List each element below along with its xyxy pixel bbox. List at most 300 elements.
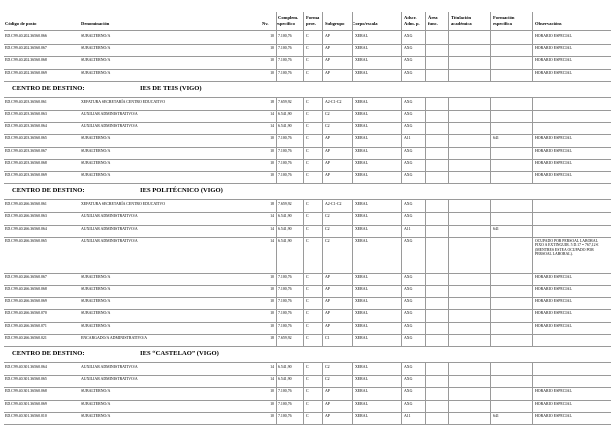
cell-observacions: HORARIO ESPECIAL xyxy=(535,70,572,75)
column-divider xyxy=(276,199,277,346)
cell-adscricion: AXG xyxy=(404,377,413,382)
row-divider xyxy=(4,69,611,70)
cell-adscricion: AXG xyxy=(404,274,413,279)
cell-corpo: XERAL xyxy=(355,34,368,38)
cell-forma: C xyxy=(306,136,309,141)
cell-denominacion: SUBALTERNO/A xyxy=(81,299,111,304)
row-divider xyxy=(4,400,611,401)
row-divider xyxy=(4,110,611,111)
cell-corpo: XERAL xyxy=(355,365,368,369)
column-divider xyxy=(401,362,402,424)
cell-adscricion: AXG xyxy=(404,214,413,219)
cell-denominacion: SUBALTERNO/A xyxy=(81,34,111,38)
cell-observacions: HORARIO ESPECIAL xyxy=(535,287,572,291)
cell-nivel: 14 xyxy=(270,124,274,129)
row-divider xyxy=(4,183,611,184)
header-formacion-2: específica xyxy=(493,21,512,26)
cell-subgrupo: AP xyxy=(325,70,330,75)
column-divider xyxy=(352,12,353,81)
cell-subgrupo: AP xyxy=(325,160,330,165)
cell-denominacion: SUBALTERNO/A xyxy=(81,58,111,63)
cell-nivel: 18 xyxy=(270,99,274,104)
cell-observacions: HORARIO ESPECIAL xyxy=(535,136,572,141)
cell-complemento: 6.541,90 xyxy=(278,238,292,243)
cell-corpo: XERAL xyxy=(355,238,368,243)
cell-forma: C xyxy=(306,34,309,38)
column-divider xyxy=(425,362,426,424)
cell-observacions: HORARIO ESPECIAL xyxy=(535,299,572,304)
cell-codigo: ED.C99.40.301.36560.068 xyxy=(5,389,47,394)
row-divider xyxy=(4,225,611,226)
cell-corpo: XERAL xyxy=(355,160,368,165)
cell-denominacion: SUBALTERNO/A xyxy=(81,46,111,51)
cell-codigo: ED.C99.40.203.36560.063 xyxy=(5,112,47,116)
cell-adscricion: AXG xyxy=(404,389,413,394)
cell-corpo: XERAL xyxy=(355,389,368,394)
cell-complemento: 7.100,76 xyxy=(278,287,292,291)
column-divider xyxy=(532,12,533,81)
cell-corpo: XERAL xyxy=(355,148,368,153)
cell-forma: C xyxy=(306,112,309,116)
row-divider xyxy=(4,237,611,238)
cell-corpo: XERAL xyxy=(355,58,368,63)
cell-formacion: 641 xyxy=(493,226,499,231)
cell-forma: C xyxy=(306,226,309,231)
cell-nivel: 10 xyxy=(270,389,274,394)
cell-complemento: 7.100,76 xyxy=(278,70,292,75)
row-divider xyxy=(4,56,611,57)
cell-forma: C xyxy=(306,46,309,51)
cell-denominacion: SUBALTERNO/A xyxy=(81,148,111,153)
column-divider xyxy=(448,12,449,81)
cell-corpo: XERAL xyxy=(355,377,368,382)
cell-subgrupo: AP xyxy=(325,401,330,406)
column-divider xyxy=(352,362,353,424)
header-adscricion-1: Adscr. xyxy=(404,15,417,20)
column-divider xyxy=(276,12,277,81)
cell-denominacion: AUXILIAR ADMINISTRATIVO/A xyxy=(81,238,138,243)
cell-forma: C xyxy=(306,413,309,418)
cell-forma: C xyxy=(306,401,309,406)
cell-subgrupo: AP xyxy=(325,46,330,51)
cell-complemento: 7.100,76 xyxy=(278,323,292,328)
cell-codigo: ED.C99.40.203.36560.065 xyxy=(5,136,47,141)
column-divider xyxy=(425,12,426,81)
cell-subgrupo: C2 xyxy=(325,112,330,116)
cell-nivel: 10 xyxy=(270,173,274,177)
cell-denominacion: AUXILIAR ADMINISTRATIVO/A xyxy=(81,124,138,129)
cell-corpo: XERAL xyxy=(355,287,368,291)
column-divider xyxy=(322,199,323,346)
cell-forma: C xyxy=(306,124,309,129)
cell-nivel: 14 xyxy=(270,112,274,116)
row-divider xyxy=(4,346,611,347)
row-divider xyxy=(4,81,611,82)
cell-forma: C xyxy=(306,323,309,328)
cell-forma: C xyxy=(306,335,309,340)
cell-corpo: XERAL xyxy=(355,323,368,328)
cell-nivel: 14 xyxy=(270,377,274,382)
cell-nivel: 10 xyxy=(270,46,274,51)
cell-denominacion: SUBALTERNO/A xyxy=(81,173,111,177)
row-divider xyxy=(4,285,611,286)
cell-codigo: ED.C99.40.266.36560.068 xyxy=(5,287,47,291)
cell-forma: C xyxy=(306,311,309,316)
cell-observacions: HORARIO ESPECIAL xyxy=(535,311,572,316)
cell-corpo: XERAL xyxy=(355,299,368,304)
cell-complemento: 7.659,92 xyxy=(278,202,292,207)
cell-observacions: HORARIO ESPECIAL xyxy=(535,389,572,394)
cell-nivel: 10 xyxy=(270,160,274,165)
cell-subgrupo: C2 xyxy=(325,124,330,129)
section-header-name: IES “CASTELAO” (VIGO) xyxy=(140,350,219,357)
cell-adscricion: A11 xyxy=(404,136,411,141)
cell-complemento: 6.541,90 xyxy=(278,226,292,231)
cell-adscricion: AXG xyxy=(404,173,413,177)
column-divider xyxy=(352,199,353,346)
cell-codigo: ED.C99.40.203.36560.061 xyxy=(5,99,47,104)
cell-subgrupo: A2-C1-C2 xyxy=(325,202,342,207)
cell-forma: C xyxy=(306,148,309,153)
cell-complemento: 6.541,90 xyxy=(278,377,292,382)
cell-denominacion: XEFATURA SECRETARÍA CENTRO EDUCATIVO xyxy=(81,99,166,104)
column-divider xyxy=(303,362,304,424)
header-subgrupo: Subgrupo xyxy=(325,21,345,26)
section-divider xyxy=(4,97,611,98)
header-corpo: Corpo/escala xyxy=(352,21,378,26)
cell-codigo: ED.C99.40.203.36560.069 xyxy=(5,173,47,177)
cell-subgrupo: AP xyxy=(325,148,330,153)
cell-codigo: ED.C99.40.301.36560.065 xyxy=(5,377,47,382)
cell-subgrupo: AP xyxy=(325,311,330,316)
column-divider xyxy=(425,97,426,183)
column-divider xyxy=(401,199,402,346)
column-divider xyxy=(490,97,491,183)
cell-subgrupo: C2 xyxy=(325,214,330,219)
cell-adscricion: A11 xyxy=(404,413,411,418)
cell-denominacion: SUBALTERNO/A xyxy=(81,274,111,279)
cell-complemento: 7.100,76 xyxy=(278,401,292,406)
row-divider xyxy=(4,44,611,45)
cell-nivel: 10 xyxy=(270,323,274,328)
header-titulacion-1: Titulación xyxy=(451,15,472,20)
cell-codigo: ED.C99.40.202.36560.068 xyxy=(5,58,47,63)
column-divider xyxy=(322,362,323,424)
cell-corpo: XERAL xyxy=(355,136,368,141)
cell-adscricion: AXG xyxy=(404,299,413,304)
cell-nivel: 10 xyxy=(270,311,274,316)
cell-codigo: ED.C99.40.301.36560.069 xyxy=(5,401,47,406)
section-header-name: IES DE TEIS (VIGO) xyxy=(140,84,202,92)
cell-forma: C xyxy=(306,160,309,165)
row-divider xyxy=(4,424,611,425)
cell-denominacion: AUXILIAR ADMINISTRATIVO/A xyxy=(81,377,138,382)
row-divider xyxy=(4,122,611,123)
cell-forma: C xyxy=(306,287,309,291)
cell-codigo: ED.C99.40.266.36560.070 xyxy=(5,311,47,316)
cell-observacions: HORARIO ESPECIAL xyxy=(535,274,572,279)
header-codigo: Código de posto xyxy=(5,21,37,26)
cell-adscricion: AXG xyxy=(404,148,413,153)
cell-nivel: 10 xyxy=(270,299,274,304)
header-nivel: Nv. xyxy=(262,21,269,26)
cell-complemento: 7.100,76 xyxy=(278,311,292,316)
cell-corpo: XERAL xyxy=(355,401,368,406)
cell-subgrupo: AP xyxy=(325,173,330,177)
cell-corpo: XERAL xyxy=(355,274,368,279)
cell-corpo: XERAL xyxy=(355,173,368,177)
cell-adscricion: AXG xyxy=(404,365,413,369)
row-divider xyxy=(4,134,611,135)
cell-complemento: 7.659,92 xyxy=(278,99,292,104)
cell-complemento: 7.100,76 xyxy=(278,148,292,153)
cell-corpo: XERAL xyxy=(355,124,368,129)
column-divider xyxy=(303,199,304,346)
cell-complemento: 7.100,76 xyxy=(278,274,292,279)
cell-observacions: HORARIO ESPECIAL xyxy=(535,323,572,328)
cell-subgrupo: C2 xyxy=(325,238,330,243)
cell-subgrupo: AP xyxy=(325,58,330,63)
row-divider xyxy=(4,297,611,298)
cell-nivel: 10 xyxy=(270,34,274,38)
column-divider xyxy=(276,362,277,424)
cell-nivel: 14 xyxy=(270,214,274,219)
cell-forma: C xyxy=(306,99,309,104)
cell-adscricion: AXG xyxy=(404,34,413,38)
cell-forma: C xyxy=(306,173,309,177)
row-divider xyxy=(4,387,611,388)
cell-complemento: 7.100,76 xyxy=(278,136,292,141)
cell-codigo: ED.C99.40.266.36560.061 xyxy=(5,202,47,207)
cell-observacions: HORARIO ESPECIAL xyxy=(535,58,572,63)
column-divider xyxy=(425,199,426,346)
column-divider xyxy=(276,97,277,183)
column-divider xyxy=(532,97,533,183)
cell-corpo: XERAL xyxy=(355,70,368,75)
cell-subgrupo: AP xyxy=(325,299,330,304)
cell-codigo: ED.C99.40.266.36560.065 xyxy=(5,238,47,243)
cell-nivel: 14 xyxy=(270,238,274,243)
row-divider xyxy=(4,273,611,274)
cell-observacions: HORARIO ESPECIAL xyxy=(535,173,572,177)
cell-adscricion: AXG xyxy=(404,311,413,316)
cell-complemento: 7.100,76 xyxy=(278,160,292,165)
cell-denominacion: XEFATURA SECRETARÍA CENTRO EDUCATIVO xyxy=(81,202,166,207)
cell-forma: C xyxy=(306,389,309,394)
cell-complemento: 7.100,76 xyxy=(278,34,292,38)
cell-subgrupo: C2 xyxy=(325,377,330,382)
row-divider xyxy=(4,309,611,310)
column-divider xyxy=(532,362,533,424)
section-header-label: CENTRO DE DESTINO: xyxy=(12,350,85,357)
cell-nivel: 10 xyxy=(270,287,274,291)
cell-adscricion: AXG xyxy=(404,124,413,129)
cell-formacion: 641 xyxy=(493,136,499,141)
cell-codigo: ED.C99.40.266.36560.071 xyxy=(5,323,47,328)
cell-observacions: HORARIO ESPECIAL xyxy=(535,46,572,51)
cell-subgrupo: AP xyxy=(325,136,330,141)
section-header-name: IES POLITÉCNICO (VIGO) xyxy=(140,187,223,195)
cell-codigo: ED.C99.40.266.36560.069 xyxy=(5,299,47,304)
cell-corpo: XERAL xyxy=(355,99,368,104)
cell-adscricion: AXG xyxy=(404,401,413,406)
header-adscricion-2: Adm. p. xyxy=(404,21,420,26)
cell-subgrupo: C2 xyxy=(325,365,330,369)
cell-observacions: HORARIO ESPECIAL xyxy=(535,413,572,418)
cell-forma: C xyxy=(306,299,309,304)
cell-corpo: XERAL xyxy=(355,214,368,219)
cell-forma: C xyxy=(306,238,309,243)
cell-denominacion: SUBALTERNO/A xyxy=(81,70,111,75)
cell-nivel: 10 xyxy=(270,401,274,406)
column-divider xyxy=(303,12,304,81)
cell-codigo: ED.C99.40.266.36560.063 xyxy=(5,214,47,219)
row-divider xyxy=(4,334,611,335)
cell-denominacion: SUBALTERNO/A xyxy=(81,160,111,165)
cell-corpo: XERAL xyxy=(355,413,368,418)
cell-nivel: 18 xyxy=(270,202,274,207)
column-divider xyxy=(322,97,323,183)
cell-codigo: ED.C99.40.266.36560.021 xyxy=(5,335,47,340)
cell-corpo: XERAL xyxy=(355,46,368,51)
cell-denominacion: AUXILIAR ADMINISTRATIVO/A xyxy=(81,214,138,219)
cell-codigo: ED.C99.40.203.36560.068 xyxy=(5,160,47,165)
cell-complemento: 7.100,76 xyxy=(278,413,292,418)
section-header-label: CENTRO DE DESTINO: xyxy=(12,187,85,195)
cell-complemento: 6.541,90 xyxy=(278,112,292,116)
cell-nivel: 10 xyxy=(270,148,274,153)
cell-forma: C xyxy=(306,274,309,279)
cell-nivel: 14 xyxy=(270,226,274,231)
cell-adscricion: AXG xyxy=(404,287,413,291)
header-denominacion: Denominación xyxy=(81,21,110,26)
cell-complemento: 7.100,76 xyxy=(278,299,292,304)
cell-corpo: XERAL xyxy=(355,112,368,116)
cell-adscricion: AXG xyxy=(404,202,413,207)
cell-nivel: 10 xyxy=(270,413,274,418)
cell-forma: C xyxy=(306,377,309,382)
cell-adscricion: AXG xyxy=(404,335,413,340)
cell-corpo: XERAL xyxy=(355,335,368,340)
section-divider xyxy=(4,362,611,363)
cell-denominacion: SUBALTERNO/A xyxy=(81,311,111,316)
cell-corpo: XERAL xyxy=(355,226,368,231)
cell-adscricion: AXG xyxy=(404,99,413,104)
row-divider xyxy=(4,171,611,172)
row-divider xyxy=(4,159,611,160)
cell-denominacion: SUBALTERNO/A xyxy=(81,401,111,406)
cell-forma: C xyxy=(306,202,309,207)
cell-subgrupo: A2-C1-C2 xyxy=(325,99,342,104)
cell-denominacion: AUXILIAR ADMINISTRATIVO/A xyxy=(81,226,138,231)
cell-codigo: ED.C99.40.301.36560.064 xyxy=(5,365,47,369)
cell-denominacion: SUBALTERNO/A xyxy=(81,136,111,141)
cell-complemento: 6.541,90 xyxy=(278,214,292,219)
cell-nivel: 10 xyxy=(270,58,274,63)
cell-codigo: ED.C99.40.266.36560.067 xyxy=(5,274,47,279)
row-divider xyxy=(4,212,611,213)
column-divider xyxy=(448,199,449,346)
cell-complemento: 7.100,76 xyxy=(278,46,292,51)
cell-adscricion: AXG xyxy=(404,323,413,328)
cell-codigo: ED.C99.40.266.36560.064 xyxy=(5,226,47,231)
row-divider xyxy=(4,375,611,376)
cell-complemento: 7.100,76 xyxy=(278,389,292,394)
column-divider xyxy=(322,12,323,81)
cell-adscricion: AXG xyxy=(404,70,413,75)
row-divider xyxy=(4,412,611,413)
header-titulacion-2: académica xyxy=(451,21,472,26)
cell-corpo: XERAL xyxy=(355,311,368,316)
cell-adscricion: AXG xyxy=(404,46,413,51)
cell-adscricion: A11 xyxy=(404,226,411,231)
cell-adscricion: AXG xyxy=(404,238,413,243)
cell-complemento: 7.100,76 xyxy=(278,58,292,63)
cell-observacions: HORARIO ESPECIAL xyxy=(535,148,572,153)
cell-codigo: ED.C99.40.203.36560.067 xyxy=(5,148,47,153)
cell-corpo: XERAL xyxy=(355,202,368,207)
cell-denominacion: ENCARGADO/A ADMINISTRATIVO/A xyxy=(81,335,148,340)
header-divider xyxy=(4,30,611,31)
cell-denominacion: SUBALTERNO/A xyxy=(81,389,111,394)
cell-observacions: HORARIO ESPECIAL xyxy=(535,160,572,165)
cell-denominacion: AUXILIAR ADMINISTRATIVO/A xyxy=(81,365,138,369)
cell-complemento: 6.541,90 xyxy=(278,365,292,369)
cell-nivel: 10 xyxy=(270,136,274,141)
cell-codigo: ED.C99.40.202.36560.067 xyxy=(5,46,47,51)
cell-subgrupo: AP xyxy=(325,389,330,394)
cell-subgrupo: AP xyxy=(325,34,330,38)
column-divider xyxy=(401,97,402,183)
column-divider xyxy=(490,199,491,346)
cell-denominacion: SUBALTERNO/A xyxy=(81,413,111,418)
header-complemento-2: específico xyxy=(276,21,295,26)
column-divider xyxy=(448,362,449,424)
column-divider xyxy=(401,12,402,81)
cell-nivel: 10 xyxy=(270,274,274,279)
cell-codigo: ED.C99.40.202.36560.066 xyxy=(5,34,47,38)
cell-adscricion: AXG xyxy=(404,160,413,165)
cell-observacions: OCUPADO POR PERSOAL LABORAL FIXO A EXTINGUIR. 5 D.17 = 767,12 € (MENTRES ESTEA OCUPADO POR PERSOAL LABORAL). xyxy=(535,238,599,257)
section-divider xyxy=(4,199,611,200)
header-area-1: Área xyxy=(428,15,438,20)
cell-codigo: ED.C99.40.202.36560.069 xyxy=(5,70,47,75)
column-divider xyxy=(448,97,449,183)
cell-subgrupo: AP xyxy=(325,413,330,418)
cell-nivel: 10 xyxy=(270,70,274,75)
column-divider xyxy=(303,97,304,183)
cell-denominacion: AUXILIAR ADMINISTRATIVO/A xyxy=(81,112,138,116)
header-forma-2: prov. xyxy=(306,21,316,26)
header-formacion-1: Formación xyxy=(493,15,515,20)
column-divider xyxy=(490,12,491,81)
cell-forma: C xyxy=(306,365,309,369)
cell-codigo: ED.C99.40.203.36560.064 xyxy=(5,124,47,129)
cell-denominacion: SUBALTERNO/A xyxy=(81,287,111,291)
cell-observacions: HORARIO ESPECIAL xyxy=(535,34,572,38)
section-header-label: CENTRO DE DESTINO: xyxy=(12,84,85,92)
header-observacions: Observacións xyxy=(535,21,562,26)
cell-codigo: ED.C99.40.301.36560.010 xyxy=(5,413,47,418)
cell-subgrupo: C1 xyxy=(325,335,330,340)
cell-observacions: HORARIO ESPECIAL xyxy=(535,401,572,406)
cell-subgrupo: C2 xyxy=(325,226,330,231)
cell-subgrupo: AP xyxy=(325,323,330,328)
row-divider xyxy=(4,147,611,148)
column-divider xyxy=(532,199,533,346)
column-divider xyxy=(490,362,491,424)
cell-formacion: 641 xyxy=(493,413,499,418)
